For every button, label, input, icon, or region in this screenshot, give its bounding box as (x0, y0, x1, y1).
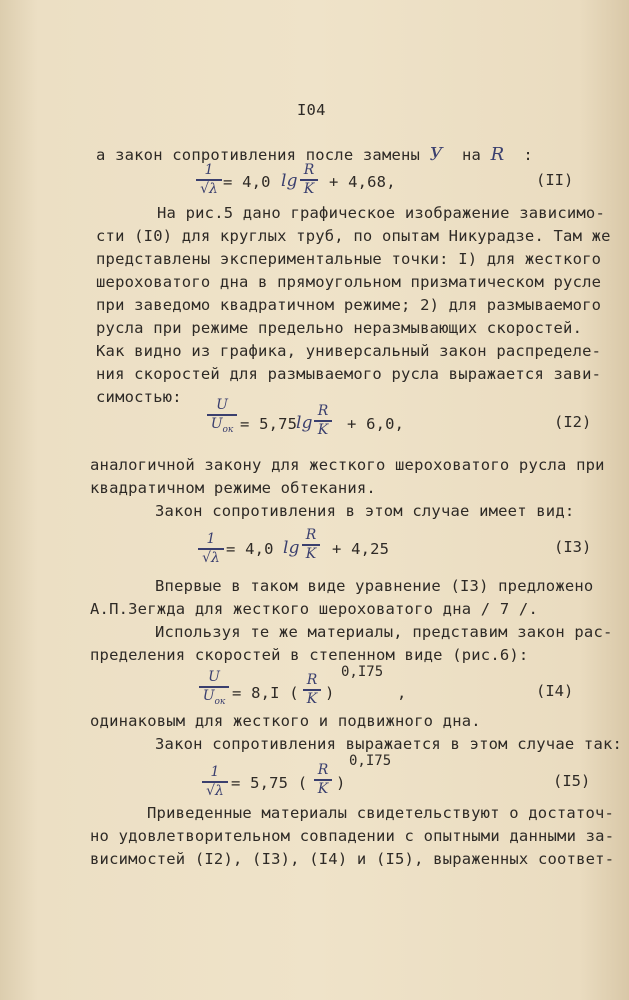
eq15-ratio-num: R (317, 762, 329, 778)
eq15-denominator: √λ (206, 782, 224, 799)
text-line: Закон сопротивления в этом случае имеет вид: (155, 502, 575, 520)
eq15-ratio (314, 763, 332, 797)
text-line: аналогичной закону для жесткого шероховатого русла при (90, 456, 605, 474)
eq14-numerator: U (208, 669, 220, 685)
eq12-ratio-num: R (317, 403, 329, 419)
eq14-den-sub: ок (214, 696, 226, 707)
eq13-rhs2: + 4,25 (332, 540, 390, 558)
eq15-close: ) (336, 774, 346, 792)
text-line: сти (I0) для круглых труб, по опытам Никурадзе. Там же (96, 227, 611, 245)
eq11-number: (II) (536, 171, 574, 189)
eq13-number: (I3) (554, 538, 592, 556)
eq12-den-sub: ок (222, 424, 234, 435)
eq11-fraction (196, 163, 222, 197)
eq14-denominator (199, 689, 229, 710)
eq13-ratio (302, 528, 320, 562)
text-line: ния скоростей для размываемого русла выражается зави- (96, 365, 602, 383)
text-line: Впервые в таком виде уравнение (I3) предложено (155, 577, 594, 595)
text-line: квадратичном режиме обтекания. (90, 479, 376, 497)
eq15-fraction (202, 765, 228, 799)
eq12-ratio-den: K (317, 421, 329, 438)
text-line: Закон сопротивления выражается в этом случае так: (155, 735, 623, 753)
text-line: симостью: (96, 388, 182, 406)
text-line: пределения скоростей в степенном виде (рис.6): (90, 646, 529, 664)
text-line: одинаковым для жесткого и подвижного дна. (90, 712, 481, 730)
eq11-ratio (300, 163, 318, 197)
eq13-ratio-num: R (305, 527, 317, 543)
text-line: шероховатого дна в прямоугольном призматическом русле (96, 273, 602, 291)
eq14-fraction (199, 670, 229, 709)
eq14-exponent: 0,I75 (341, 664, 384, 680)
eq11-lg: lg (281, 171, 298, 191)
eq15-rhs1: = 5,75 ( (231, 774, 308, 792)
eq12-number: (I2) (554, 413, 592, 431)
page-number: I04 (297, 101, 326, 119)
eq15-number: (I5) (553, 772, 591, 790)
eq14-ratio-den: K (306, 690, 318, 707)
symbol-r: R (490, 144, 505, 165)
eq14-ratio-num: R (306, 672, 318, 688)
text-line: представлены экспериментальные точки: I) для жесткого (96, 250, 602, 268)
eq12-den-u: U (210, 415, 223, 432)
eq12-numerator: U (216, 397, 228, 413)
eq13-ratio-den: K (305, 545, 317, 562)
eq13-numerator: 1 (206, 531, 216, 547)
eq12-denominator (207, 417, 237, 438)
text-line: Приведенные материалы свидетельствуют о достаточ- (147, 804, 615, 822)
eq12-ratio (314, 404, 332, 438)
eq12-lg: lg (296, 413, 313, 433)
text-segment: : (523, 146, 533, 164)
eq13-rhs1: = 4,0 (226, 540, 274, 558)
text-line: но удовлетворительном совпадении с опытными данными за- (90, 827, 615, 845)
eq14-number: (I4) (536, 682, 574, 700)
eq11-ratio-den: K (303, 180, 315, 197)
eq15-exponent: 0,I75 (349, 753, 392, 769)
text-segment: на (461, 146, 482, 164)
eq12-fraction (207, 398, 237, 437)
eq15-numerator: 1 (210, 764, 220, 780)
eq14-tail: , (397, 684, 407, 702)
text-segment: а закон сопротивления после замены (96, 146, 421, 164)
eq11-denominator: √λ (200, 180, 218, 197)
text-line: Используя те же материалы, представим закон рас- (155, 623, 613, 641)
eq15-ratio-den: K (317, 780, 329, 797)
eq13-denominator: √λ (202, 549, 220, 566)
eq13-fraction (198, 532, 224, 566)
eq12-rhs1: = 5,75 (240, 415, 298, 433)
eq12-rhs2: + 6,0, (347, 415, 405, 433)
eq11-ratio-num: R (303, 162, 315, 178)
text-line: На рис.5 дано графическое изображение зависимо- (157, 204, 605, 222)
eq14-ratio (303, 673, 321, 707)
text-line: Как видно из графика, универсальный закон распределе- (96, 342, 602, 360)
text-line: висимостей (I2), (I3), (I4) и (I5), выраженных соответ- (90, 850, 615, 868)
eq13-lg: lg (283, 538, 300, 558)
eq14-close: ) (325, 684, 335, 702)
text-line: при заведомо квадратичном режиме; 2) для размываемого (96, 296, 602, 314)
eq11-rhs1: = 4,0 (223, 173, 271, 191)
eq11-numerator: 1 (204, 162, 214, 178)
symbol-y: У (429, 144, 443, 165)
eq14-rhs1: = 8,I ( (232, 684, 299, 702)
text-line: русла при режиме предельно неразмывающих скоростей. (96, 319, 583, 337)
text-line: А.П.Зегжда для жесткого шероховатого дна / 7 /. (90, 600, 538, 618)
eq11-rhs2: + 4,68, (329, 173, 396, 191)
eq14-den-u: U (202, 687, 215, 704)
